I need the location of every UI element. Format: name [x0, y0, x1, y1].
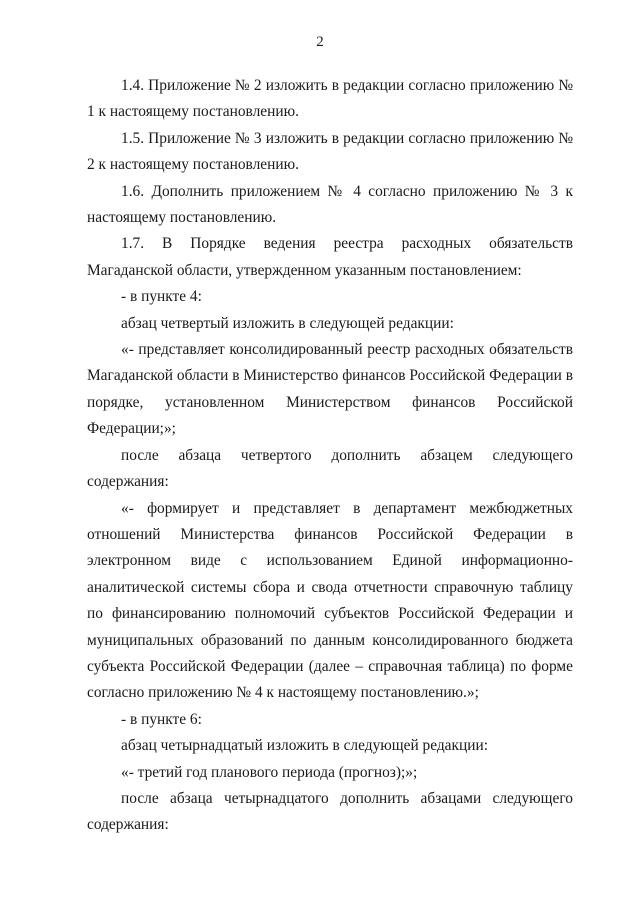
paragraph-after-abzac-4: после абзаца четвертого дополнить абзацем следующего содержания:: [87, 446, 573, 491]
paragraph-quote-reference-table: «- формирует и представляет в департамент межбюджетных отношений Министерства финансов Российской Федерации в электронном виде с использованием Единой информационно-аналитической системы сбора и свода отчетности справочную таблицу по финансированию полномочий субъектов Российской Федерации и муниципальных образований по данным консолидированного бюджета субъекта Российской Федерации (далее – справочная таблица) по форме согласно приложению № 4 к настоящему постановлению.»;: [87, 499, 573, 702]
paragraph-1-7: 1.7. В Порядке ведения реестра расходных обязательств Магаданской области, утвержденном указанным постановлением:: [87, 235, 573, 279]
paragraph-after-abzac-14: после абзаца четырнадцатого дополнить абзацами следующего содержания:: [87, 789, 573, 834]
document-body: [87, 73, 573, 839]
paragraph-abzac-4: абзац четвертый изложить в следующей редакции:: [121, 314, 454, 332]
paragraph-item-6: - в пункте 6:: [121, 710, 202, 728]
page-number: 2: [316, 34, 324, 50]
paragraph-1-6: 1.6. Дополнить приложением № 4 согласно приложению № 3 к настоящему постановлению.: [87, 182, 573, 227]
paragraph-1-5: 1.5. Приложение № 3 изложить в редакции согласно приложению № 2 к настоящему постановлению.: [87, 129, 573, 174]
paragraph-quote-registry: «- представляет консолидированный реестр расходных обязательств Магаданской области в Министерство финансов Российской Федерации в порядке, установленном Министерством финансов Российской Федерации;»;: [87, 341, 573, 438]
paragraph-quote-third-year: «- третий год планового периода (прогноз);»;: [121, 763, 418, 781]
paragraph-item-4: - в пункте 4:: [121, 288, 202, 306]
paragraph-1-4: 1.4. Приложение № 2 изложить в редакции согласно приложению № 1 к настоящему постановлению.: [87, 77, 573, 121]
paragraph-abzac-14: абзац четырнадцатый изложить в следующей редакции:: [121, 737, 488, 755]
